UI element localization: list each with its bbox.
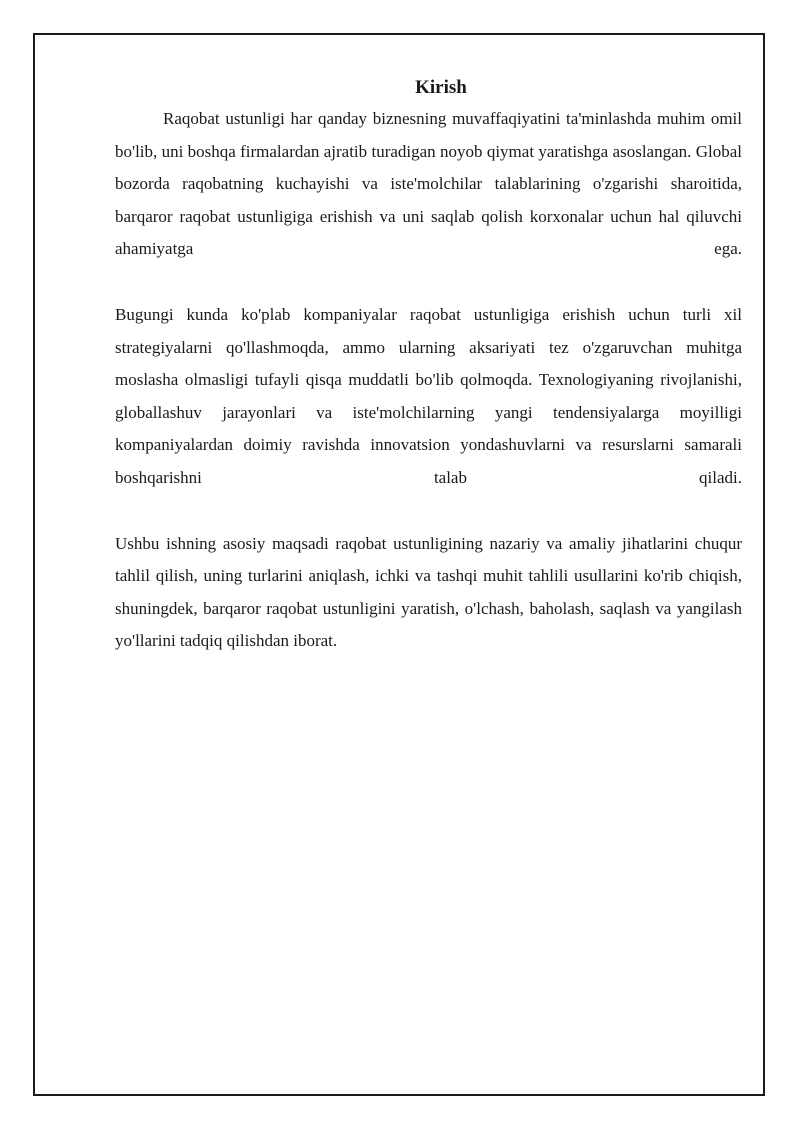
section-title: Kirish	[415, 77, 467, 98]
document-body	[115, 73, 742, 658]
paragraph-spacer	[115, 495, 742, 528]
paragraph-spacer	[115, 266, 742, 299]
paragraph-3: Ushbu ishning asosiy maqsadi raqobat ustunligining nazariy va amaliy jihatlarini chuqur tahlil qilish, uning turlarini aniqlash, ichki va tashqi muhit tahlili usullarini ko'rib chiqish, shuningdek, barqaror raqobat ustunligini yaratish, o'lchash, baholash, saqlash va yangilash yo'llarini tadqiq qilishdan iborat.	[115, 533, 742, 651]
paragraph-2: Bugungi kunda ko'plab kompaniyalar raqobat ustunligiga erishish uchun turli xil strategiyalarni qo'llashmoqda, ammo ularning aksariyati tez o'zgaruvchan muhitga moslasha olmasligi tufayli qisqa muddatli bo'lib qolmoqda. Texnologiyaning rivojlanishi, globallashuv jarayonlari va iste'molchilarning yangi tendensiyalarga moyilligi kompaniyalardan doimiy ravishda innovatsion yondashuvlarni va resurslarni samarali boshqarishni talab qiladi.	[115, 304, 742, 487]
paragraph-1: Raqobat ustunligi har qanday biznesning muvaffaqiyatini ta'minlashda muhim omil bo'lib, uni boshqa firmalardan ajratib turadigan noyob qiymat yaratishga asoslangan. Global bozorda raqobatning kuchayishi va iste'molchilar talablarining o'zgarishi sharoitida, barqaror raqobat ustunligiga erishish va uni saqlab qolish korxonalar uchun hal qiluvchi ahamiyatga ega.	[115, 109, 742, 259]
